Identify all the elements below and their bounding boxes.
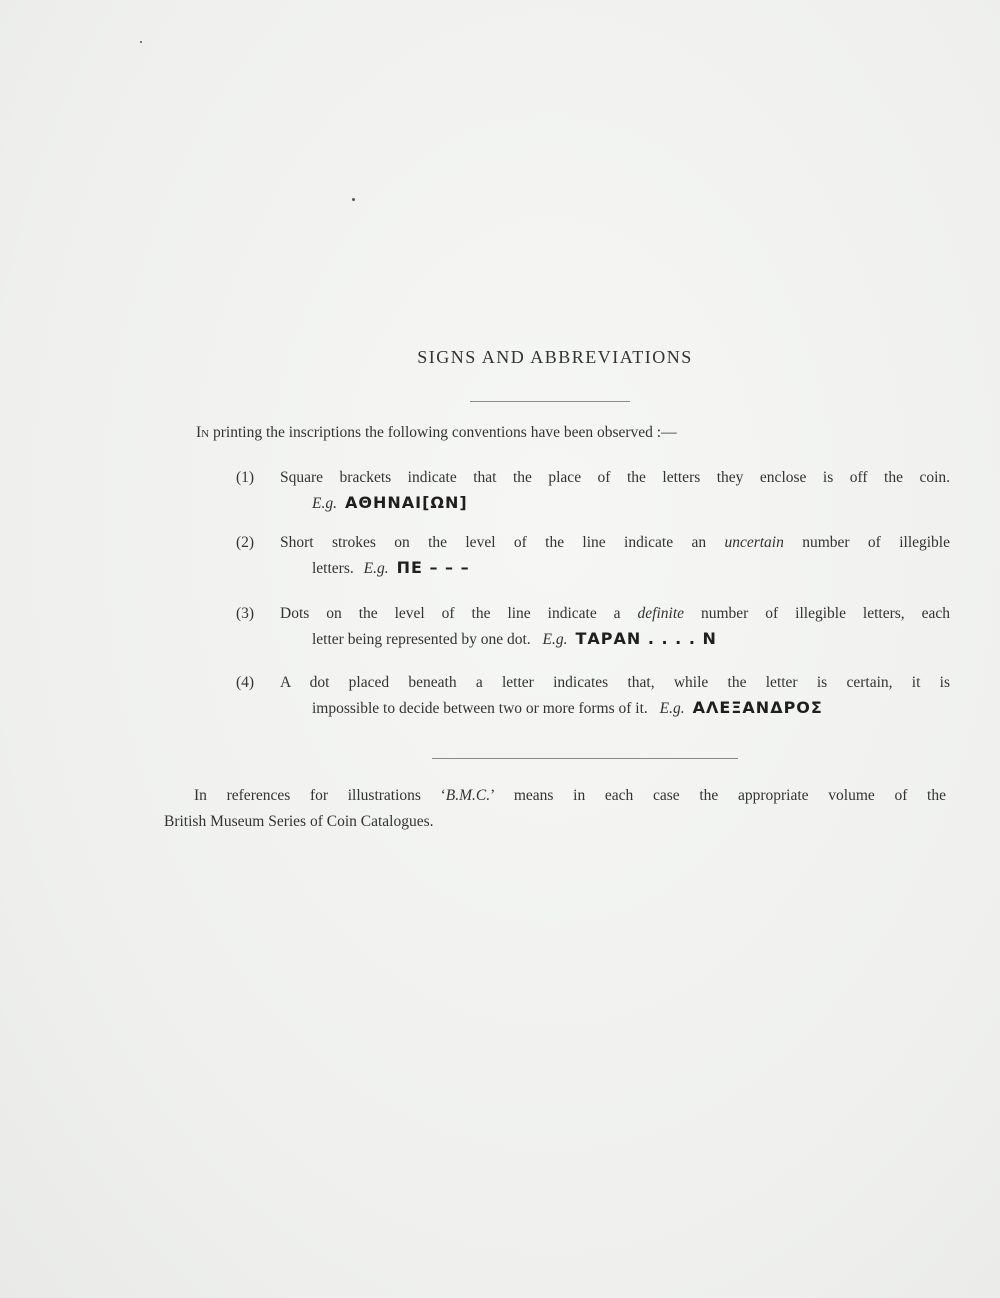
footer-line-2: British Museum Series of Coin Catalogues.	[164, 813, 434, 830]
greek-example: ΑΛΕΞΑΝΔΡΟΣ	[692, 698, 823, 717]
item-example	[312, 626, 717, 652]
greek-example: ΠΕ – – –	[396, 558, 470, 577]
footer-paragraph	[164, 783, 946, 835]
item-example	[312, 695, 823, 721]
intro-lead-word: In	[196, 424, 210, 441]
emphasis-word: definite	[637, 605, 685, 622]
item-number: (1)	[236, 469, 255, 486]
item-text-continuation: letter being represented by one dot.	[312, 631, 531, 648]
item-example	[312, 555, 470, 581]
item-text-part: Dots on the level of the line indicate a	[280, 605, 638, 622]
item-number: (2)	[236, 534, 255, 551]
item-text: A dot placed beneath a letter indicates that, while the letter is certain, it is	[280, 674, 950, 691]
eg-label: E.g.	[542, 631, 568, 648]
abbreviation: B.M.C.	[445, 787, 491, 804]
item-example	[312, 490, 468, 516]
page-speck	[352, 198, 355, 201]
item-text-continuation: letters.	[312, 560, 354, 577]
page-title: SIGNS AND ABBREVIATIONS	[417, 347, 693, 367]
intro-paragraph	[196, 424, 936, 442]
eg-label: E.g.	[363, 560, 389, 577]
title-divider	[470, 401, 630, 402]
footer-text-part: In references for illustrations ‘	[194, 787, 446, 804]
eg-label: E.g.	[659, 700, 685, 717]
item-text-part: Short strokes on the level of the line indicate an	[280, 534, 725, 551]
item-text-part: number of illegible letters, each	[684, 605, 951, 622]
item-number: (4)	[236, 674, 255, 691]
page-speck	[140, 41, 142, 43]
greek-example: ΤΑΡΑΝ . . . . Ν	[575, 629, 717, 648]
item-text-part: number of illegible	[783, 534, 950, 551]
item-text	[280, 601, 950, 626]
item-text: Square brackets indicate that the place of the letters they enclose is off the coin.	[280, 469, 950, 486]
footer-text-part: ’ means in each case the appropriate volume of the	[490, 787, 946, 804]
item-number: (3)	[236, 605, 255, 622]
emphasis-word: uncertain	[724, 534, 784, 551]
section-divider	[432, 758, 738, 759]
greek-example: ΑΘΗΝΑΙ[ΩΝ]	[344, 493, 468, 512]
footer-line-1	[194, 783, 946, 809]
eg-label: E.g.	[312, 495, 337, 512]
intro-text: printing the inscriptions the following conventions have been observed :—	[209, 424, 677, 441]
item-text	[280, 530, 950, 555]
item-text-continuation: impossible to decide between two or more forms of it.	[312, 700, 648, 717]
